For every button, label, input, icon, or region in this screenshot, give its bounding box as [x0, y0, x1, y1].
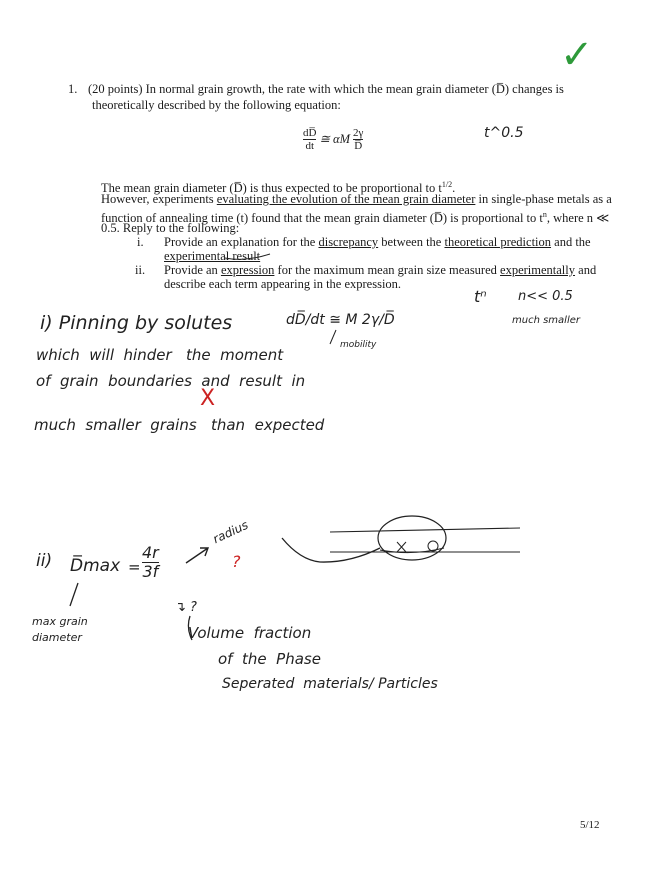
body-line1: The mean grain diameter (D̅) is thus expected to be proportional to $t^{1/2}$. — [101, 180, 456, 196]
eq-lhs-denominator: dt — [305, 140, 314, 152]
handwritten-mobility: mobility — [340, 340, 377, 350]
item-ii-number: ii. — [135, 263, 146, 277]
handwritten-n-note: n<< 0.5 — [518, 289, 573, 304]
body-line4: 0.5. Reply to the following: — [101, 221, 240, 235]
particle-lines — [330, 528, 520, 552]
question-header-line1: (20 points) In normal grain growth, the rate with which the mean grain diameter (D̅) changes is — [88, 82, 564, 96]
bracket-mark — [188, 616, 192, 640]
eq-middle: ≅ αM — [319, 132, 351, 146]
handwritten-t-power: t^0.5 — [484, 125, 524, 141]
answer-i-line3: of grain boundaries and result in — [36, 372, 306, 390]
body-line2: However, experiments evaluating the evolution of the mean grain diameter in single-phase metals as a — [101, 192, 612, 206]
question-number: 1. — [68, 82, 78, 96]
particle-x — [397, 542, 406, 552]
handwritten-much-smaller: much smaller — [512, 315, 580, 326]
answer-i-equation: dD̅/dt ≅ M 2γ/D̅ — [286, 312, 395, 328]
answer-i-line1: i) Pinning by solutes — [40, 312, 233, 334]
pen-underline — [225, 254, 270, 259]
dmax-fraction: $\frac{4r}{3f}$ — [142, 543, 159, 581]
dmax-pointer — [70, 583, 78, 606]
red-question-mark: ? — [232, 552, 241, 571]
answer-i-line4: much smaller grains than expected — [34, 416, 325, 434]
item-i-number: i. — [137, 235, 144, 249]
volume-fraction-line3: Seperated materials/ Particles — [222, 676, 438, 692]
max-grain-note: max grain diameter — [32, 615, 88, 644]
page-number: 5/12 — [580, 819, 600, 831]
item-i-line1: Provide an explanation for the discrepancy between the theoretical prediction and the — [164, 235, 591, 249]
radius-note: radius — [210, 517, 251, 547]
volume-fraction-line2: of the Phase — [218, 650, 321, 668]
handwritten-t-n: tⁿ — [474, 287, 487, 306]
answer-i-line2: which will hinder the moment — [36, 346, 284, 364]
item-ii-line1: Provide an expression for the maximum mean grain size measured experimentally and — [164, 263, 597, 277]
radius-arrow — [186, 548, 208, 563]
dmax-symbol: D̅max — [70, 556, 121, 576]
red-x-mark: X — [200, 386, 216, 411]
volume-fraction-line1: Volume fraction — [188, 624, 312, 642]
particle-circle — [378, 516, 446, 560]
item-ii-line2: describe each term appearing in the expression. — [164, 277, 402, 291]
item-i-line2: experimental result — [164, 249, 261, 263]
question-header-line2: theoretically described by the following equation: — [92, 98, 341, 112]
grain-boundary-curve — [282, 538, 380, 562]
answer-ii-label: ii) — [36, 551, 53, 571]
eq-rhs-denominator: D̅ — [354, 140, 363, 152]
body-line3: function of annealing time (t) found that the mean grain diameter (D̅) is proportional to $t^n$, where n ≪ — [101, 210, 610, 226]
dmax-equals: = — [128, 558, 141, 576]
eq-lhs-numerator: dD̅ — [303, 127, 317, 139]
particle-small — [428, 541, 438, 551]
eq-rhs-numerator: 2γ — [353, 127, 364, 139]
f-arrow-note: ↴ ? — [175, 600, 197, 615]
mobility-pointer — [330, 330, 336, 344]
grade-checkmark: ✓ — [560, 32, 594, 78]
